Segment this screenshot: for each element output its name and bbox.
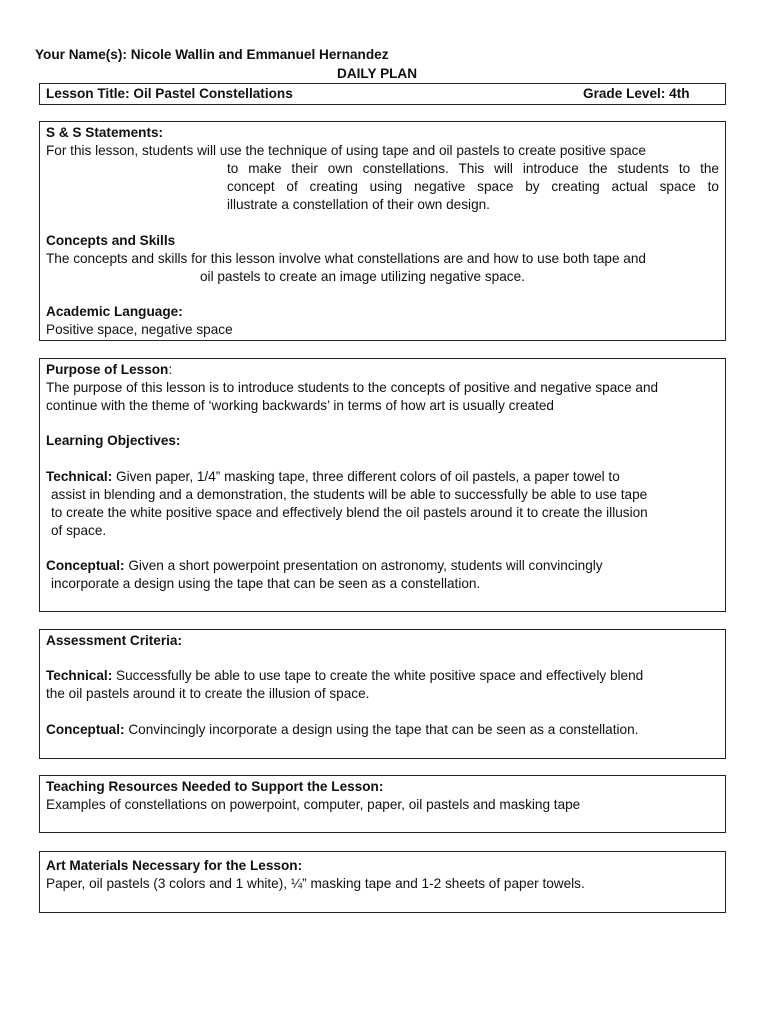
objectives-heading: Learning Objectives: (46, 433, 181, 448)
technical-objective-line-4: of space. (51, 523, 107, 538)
purpose-line-1: The purpose of this lesson is to introduce students to the concepts of positive and negative space and (46, 380, 659, 395)
ss-heading: S & S Statements: (46, 125, 164, 140)
teaching-resources-section (39, 775, 726, 833)
art-materials-text: Paper, oil pastels (3 colors and 1 white), ¼” masking tape and 1-2 sheets of paper towels. (46, 876, 585, 891)
names-value: Nicole Wallin and Emmanuel Hernandez (130, 47, 389, 62)
assessment-heading: Assessment Criteria: (46, 633, 182, 648)
plan-title: DAILY PLAN (337, 66, 418, 81)
academic-heading: Academic Language: (46, 304, 183, 319)
concepts-line-1: The concepts and skills for this lesson involve what constellations are and how to use both tape and (46, 251, 646, 266)
assessment-technical-label: Technical: (46, 668, 113, 683)
names-line (35, 46, 389, 64)
assessment-technical-line-2: the oil pastels around it to create the illusion of space. (46, 686, 370, 701)
art-materials-heading: Art Materials Necessary for the Lesson: (46, 858, 303, 873)
purpose-colon: : (168, 362, 173, 377)
lesson-title-label: Lesson Title: (46, 86, 130, 101)
technical-objective-line-2: assist in blending and a demonstration, the students will be able to successfully be able to use tape (51, 487, 648, 502)
assessment-technical-text: Successfully be able to use tape to create the white positive space and effectively blend (116, 668, 644, 683)
technical-objective-line-3: to create the white positive space and effectively blend the oil pastels around it to create the illusion (51, 505, 648, 520)
concepts-line-2: oil pastels to create an image utilizing negative space. (200, 269, 525, 284)
names-label: Your Name(s): (35, 47, 127, 62)
grade-level-value: 4th (669, 86, 690, 101)
ss-line-1: For this lesson, students will use the technique of using tape and oil pastels to create positive space (46, 143, 646, 158)
lesson-title-value: Oil Pastel Constellations (133, 86, 293, 101)
conceptual-objective-line-1 (46, 557, 603, 575)
purpose-line-2: continue with the theme of ‘working backwards’ in terms of how art is usually created (46, 398, 554, 413)
technical-objective-text: Given paper, 1/4” masking tape, three different colors of oil pastels, a paper towel to (116, 469, 620, 484)
lesson-title (46, 85, 293, 103)
technical-objective-line-1 (46, 468, 620, 486)
assessment-conceptual-label: Conceptual: (46, 722, 125, 737)
grade-level-label: Grade Level: (583, 86, 666, 101)
concepts-heading: Concepts and Skills (46, 233, 176, 248)
assessment-conceptual-line (46, 721, 638, 739)
conceptual-objective-line-2: incorporate a design using the tape that can be seen as a constellation. (51, 576, 481, 591)
assessment-conceptual-text: Convincingly incorporate a design using the tape that can be seen as a constellation. (128, 722, 639, 737)
assessment-section (39, 629, 726, 759)
teaching-resources-text: Examples of constellations on powerpoint, computer, paper, oil pastels and masking tape (46, 797, 581, 812)
purpose-heading: Purpose of Lesson (46, 362, 169, 377)
conceptual-objective-text: Given a short powerpoint presentation on astronomy, students will convincingly (128, 558, 603, 573)
purpose-heading-line (46, 361, 172, 379)
purpose-section (39, 358, 726, 612)
conceptual-objective-label: Conceptual: (46, 558, 125, 573)
grade-level (583, 85, 690, 103)
academic-text: Positive space, negative space (46, 322, 233, 337)
technical-objective-label: Technical: (46, 469, 113, 484)
lesson-title-bar (39, 83, 726, 105)
assessment-technical-line-1 (46, 667, 643, 685)
art-materials-section (39, 851, 726, 913)
standards-section (39, 121, 726, 341)
ss-line-4: illustrate a constellation of their own design. (227, 197, 490, 212)
ss-line-3: concept of creating using negative space by creating actual space to (227, 179, 719, 194)
ss-line-2: to make their own constellations. This will introduce the students to the (227, 161, 719, 176)
teaching-resources-heading: Teaching Resources Needed to Support the Lesson: (46, 779, 384, 794)
